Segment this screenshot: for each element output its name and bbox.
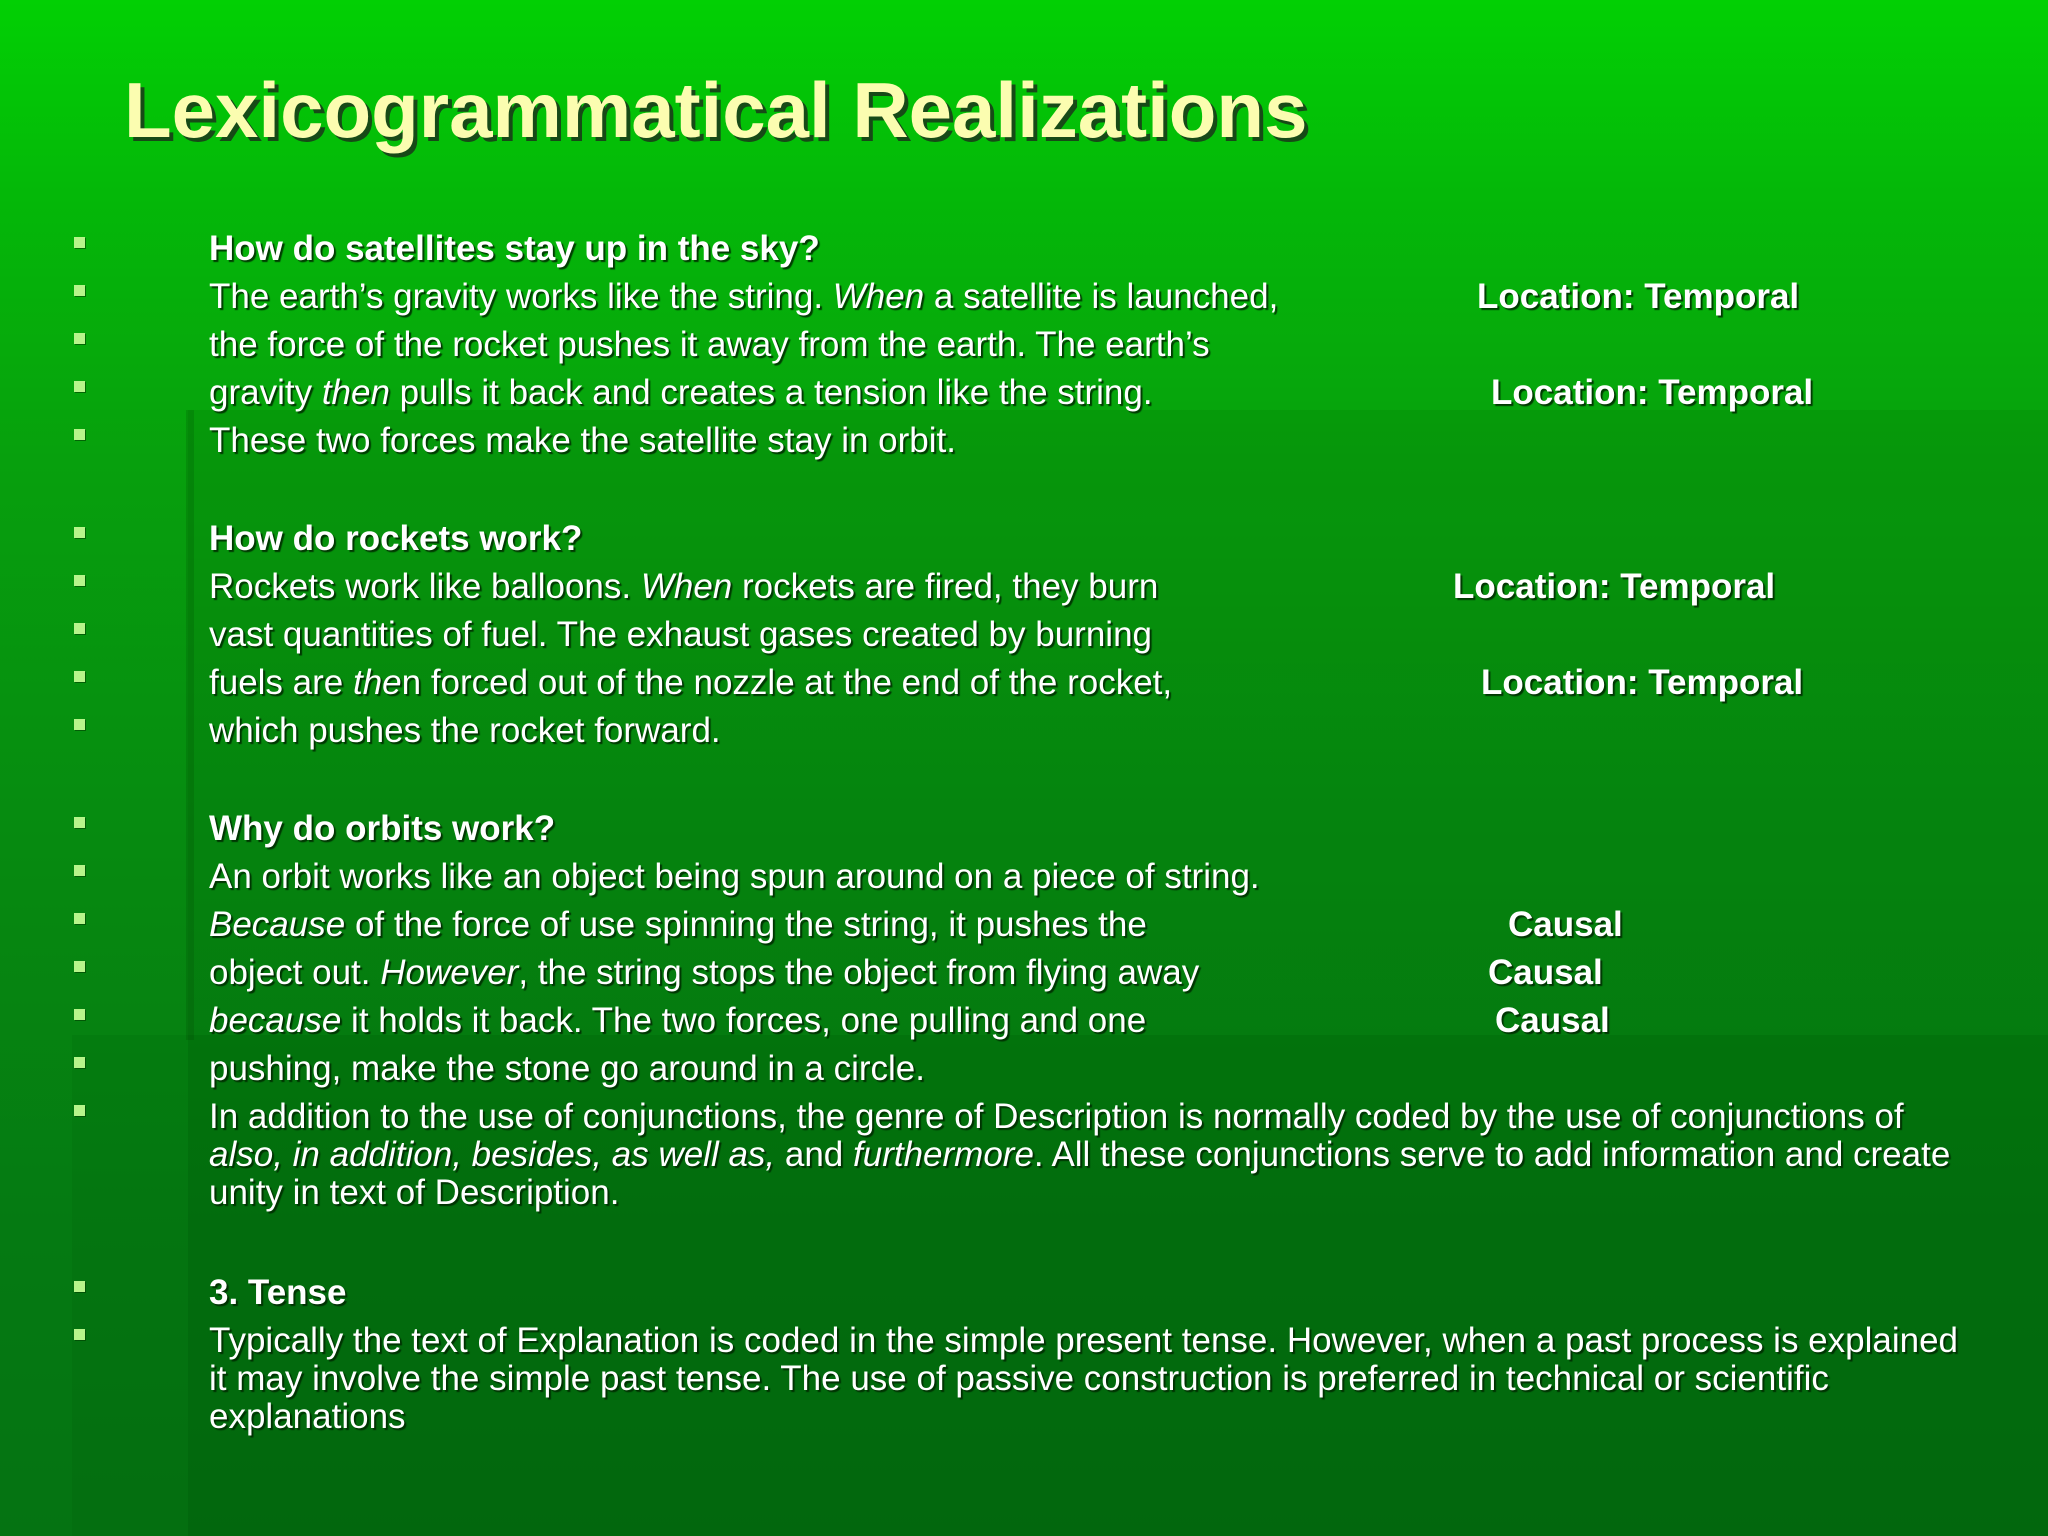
body-line: which pushes the rocket forward. [209, 711, 721, 750]
square-bullet-icon [74, 913, 85, 924]
slide-title: Lexicogrammatical Realizations [124, 66, 1308, 154]
body-line: An orbit works like an object being spun around on a piece of string. [209, 857, 1260, 896]
body-line: Because of the force of use spinning the string, it pushes the [209, 905, 1147, 944]
body-line: The earth’s gravity works like the string. When a satellite is launched, [209, 277, 1279, 316]
square-bullet-icon [74, 381, 85, 392]
square-bullet-icon [74, 623, 85, 634]
question-satellites: How do satellites stay up in the sky? [209, 229, 820, 268]
body-line: object out. However, the string stops the object from flying away [209, 953, 1200, 992]
question-rockets: How do rockets work? [209, 519, 583, 558]
square-bullet-icon [74, 333, 85, 344]
square-bullet-icon [74, 1281, 85, 1292]
square-bullet-icon [74, 527, 85, 538]
body-line: vast quantities of fuel. The exhaust gases created by burning [209, 615, 1153, 654]
paragraph-conjunctions: In addition to the use of conjunctions, the genre of Description is normally coded by the use of conjunctions of also, in addition, besides, as well as, and furthermore. All these conjunctions serve to add information and create unity in text of Description. [209, 1097, 1951, 1212]
body-line: pushing, make the stone go around in a circle. [209, 1049, 925, 1088]
square-bullet-icon [74, 429, 85, 440]
paragraph-tense: Typically the text of Explanation is coded in the simple present tense. However, when a past process is explained it may involve the simple past tense. The use of passive construction is preferred in technical or scientific explanations [209, 1321, 1959, 1436]
square-bullet-icon [74, 817, 85, 828]
body-line: because it holds it back. The two forces, one pulling and one [209, 1001, 1147, 1040]
body-line: fuels are then forced out of the nozzle at the end of the rocket, [209, 663, 1173, 702]
square-bullet-icon [74, 285, 85, 296]
body-line: These two forces make the satellite stay in orbit. [209, 421, 956, 460]
heading-tense: 3. Tense [209, 1273, 347, 1312]
annotation-location-temporal: Location: Temporal [1481, 663, 1804, 702]
annotation-causal: Causal [1495, 1001, 1610, 1040]
square-bullet-icon [74, 1105, 85, 1116]
annotation-causal: Causal [1508, 905, 1623, 944]
square-bullet-icon [74, 1009, 85, 1020]
annotation-location-temporal: Location: Temporal [1491, 373, 1814, 412]
square-bullet-icon [74, 865, 85, 876]
square-bullet-icon [74, 719, 85, 730]
body-line: gravity then pulls it back and creates a tension like the string. [209, 373, 1153, 412]
square-bullet-icon [74, 671, 85, 682]
square-bullet-icon [74, 961, 85, 972]
square-bullet-icon [74, 1329, 85, 1340]
body-line: Rockets work like balloons. When rockets are fired, they burn [209, 567, 1159, 606]
annotation-causal: Causal [1488, 953, 1603, 992]
annotation-location-temporal: Location: Temporal [1477, 277, 1800, 316]
question-orbits: Why do orbits work? [209, 809, 556, 848]
square-bullet-icon [74, 237, 85, 248]
square-bullet-icon [74, 575, 85, 586]
square-bullet-icon [74, 1057, 85, 1068]
annotation-location-temporal: Location: Temporal [1453, 567, 1776, 606]
body-line: the force of the rocket pushes it away from the earth. The earth’s [209, 325, 1210, 364]
